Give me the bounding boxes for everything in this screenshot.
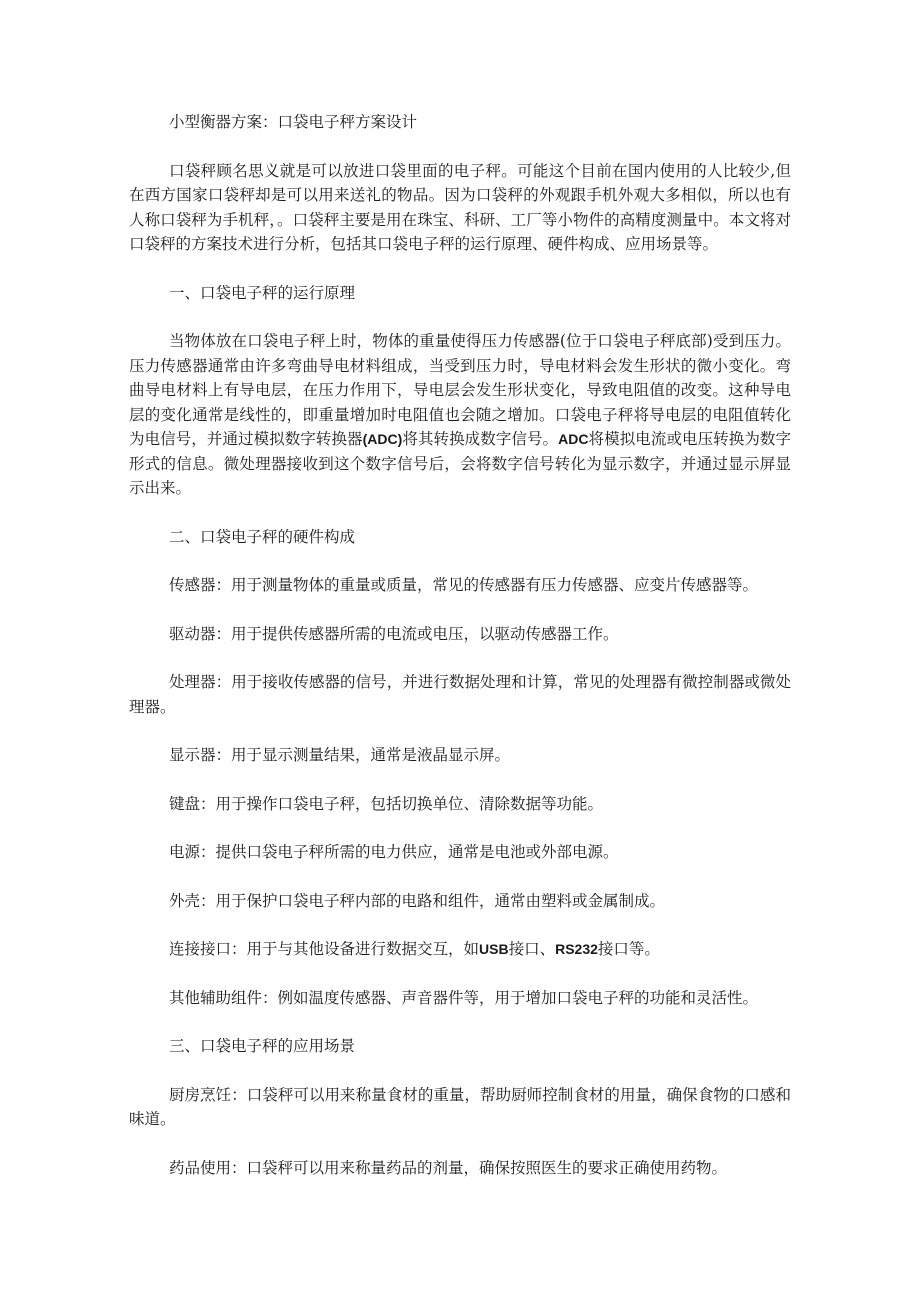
usb-abbrev: USB (479, 941, 509, 957)
section-heading-principle: 一、口袋电子秤的运行原理 (169, 283, 356, 302)
section-heading-applications: 三、口袋电子秤的应用场景 (169, 1037, 356, 1055)
adc-abbrev: ADC (558, 431, 589, 447)
principle-text: 将模拟电流或电压转换为数字形式的信息。微处理器接收到这个数字信号后，会将数字信号转化为显示数字，并通过显示屏显示出来。 (129, 430, 791, 497)
document-title: 小型衡器方案：口袋电子秤方案设计 (169, 113, 418, 131)
interface-text: 接口、 (508, 940, 556, 958)
application-item-kitchen: 厨房烹饪：口袋秤可以用来称量食材的重量，帮助厨师控制食材的用量，确保食物的口感和味道。 (129, 1085, 791, 1128)
hardware-item-display: 显示器：用于显示测量结果，通常是液晶显示屏。 (169, 746, 511, 764)
hardware-item-other: 其他辅助组件：例如温度传感器、声音器件等，用于增加口袋电子秤的功能和灵活性。 (169, 988, 759, 1007)
hardware-item-processor: 处理器：用于接收传感器的信号，并进行数据处理和计算，常见的处理器有微控制器或微处理器。 (129, 673, 791, 716)
hardware-item-shell: 外壳：用于保护口袋电子秤内部的电路和组件，通常由塑料或金属制成。 (169, 891, 666, 910)
rs232-abbrev: RS232 (555, 941, 598, 957)
application-item-medicine: 药品使用：口袋秤可以用来称量药品的剂量，确保按照医生的要求正确使用药物。 (169, 1158, 728, 1177)
principle-paragraph (129, 329, 791, 501)
hardware-item-driver: 驱动器：用于提供传感器所需的电流或电压，以驱动传感器工作。 (169, 624, 619, 643)
hardware-item-sensor: 传感器：用于测量物体的重量或质量，常见的传感器有压力传感器、应变片传感器等。 (169, 576, 759, 594)
intro-paragraph: 口袋秤顾名思义就是可以放进口袋里面的电子秤。可能这个目前在国内使用的人比较少,但在西方国家口袋秤却是可以用来送礼的物品。因为口袋秤的外观跟手机外观大多相似，所以也有人称口袋秤为手机秤，。口袋秤主要是用在珠宝、科研、工厂等小物件的高精度测量中。本文将对口袋秤的方案技术进行分析，包括其口袋电子秤的运行原理、硬件构成、应用场景等。 (129, 161, 791, 253)
hardware-item-interface (129, 937, 791, 962)
principle-text: 将其转换成数字信号。 (402, 430, 559, 448)
adc-abbrev: (ADC) (362, 431, 403, 447)
interface-text: 接口等。 (597, 940, 660, 958)
interface-text: 连接接口：用于与其他设备进行数据交互，如 (169, 940, 480, 958)
hardware-item-keyboard: 键盘：用于操作口袋电子秤，包括切换单位、清除数据等功能。 (169, 794, 604, 813)
section-heading-hardware: 二、口袋电子秤的硬件构成 (169, 527, 356, 546)
document-body (129, 110, 791, 1204)
principle-text: 当物体放在口袋电子秤上时，物体的重量使得压力传感器(位于口袋电子秤底部)受到压力。压力传感器通常由许多弯曲导电材料组成，当受到压力时，导电材料会发生形状的微小变化。弯曲导电材料上有导电层，在压力作用下，导电层会发生形状变化，导致电阻值的改变。这种导电层的变化通常是线性的，即重量增加时电阻值也会随之增加。口袋电子秤将导电层的电阻值转化为电信号，并通过模拟数字转换器 (129, 332, 791, 448)
hardware-item-power: 电源：提供口袋电子秤所需的电力供应，通常是电池或外部电源。 (169, 843, 619, 861)
